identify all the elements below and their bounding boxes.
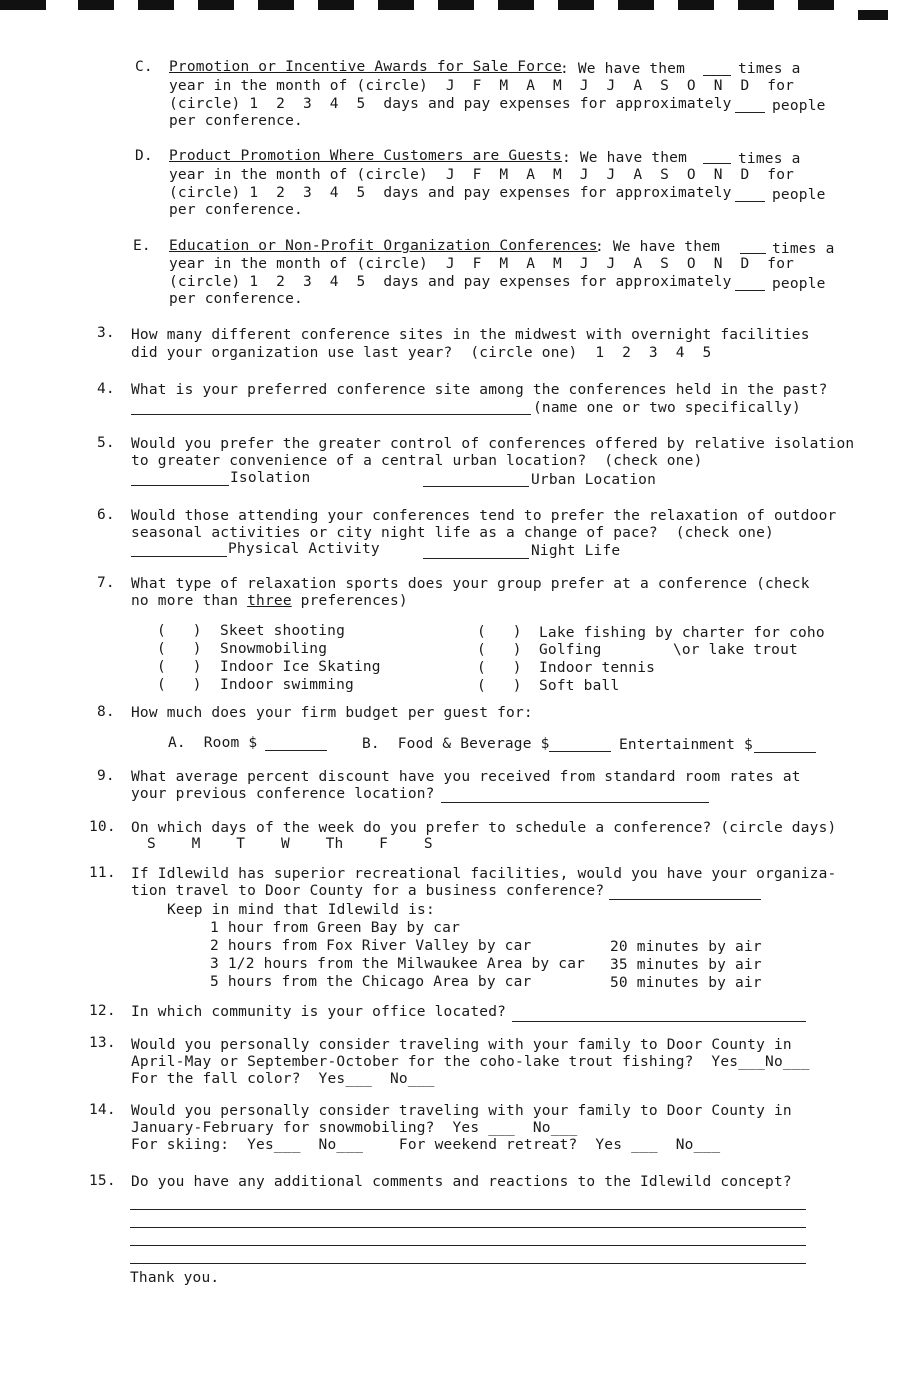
section-c-line3: (circle) 1 2 3 4 5 days and pay expenses for approximately	[169, 96, 732, 112]
question-text: Would those attending your conferences tend to prefer the relaxation of outdoor	[131, 508, 837, 524]
section-c-line4: per conference.	[169, 113, 303, 129]
question-text: What is your preferred conference site among the conferences held in the past?	[131, 382, 828, 398]
question-number: 11.	[89, 865, 116, 881]
section-d-line3: (circle) 1 2 3 4 5 days and pay expenses for approximately	[169, 185, 732, 201]
question-text: your previous conference location?	[131, 786, 435, 802]
section-c-line2: year in the month of (circle) J F M A M J J A S O N D for	[169, 78, 795, 94]
checkbox[interactable]: ( )	[157, 623, 202, 639]
blank-line[interactable]	[735, 201, 765, 202]
option-indoor-tennis: Indoor tennis	[539, 660, 656, 676]
question-text: did your organization use last year? (circle one) 1 2 3 4 5	[131, 345, 712, 361]
distance-milwaukee: 3 1/2 hours from the Milwaukee Area by car	[210, 956, 586, 972]
section-d-label: D.	[135, 148, 153, 164]
thank-you: Thank you.	[130, 1270, 220, 1286]
question-text: tion travel to Door County for a business conference?	[131, 883, 605, 899]
question-number: 15.	[89, 1173, 116, 1189]
distance-chicago: 5 hours from the Chicago Area by car	[210, 974, 532, 990]
option-night-life: Night Life	[531, 543, 621, 559]
section-c-line1: : We have them	[560, 61, 686, 77]
checkbox[interactable]: ( )	[157, 659, 202, 675]
section-c-people: people	[772, 98, 826, 114]
checkbox-line-isolation[interactable]	[131, 485, 229, 486]
question-number: 10.	[89, 819, 116, 835]
question-text: What type of relaxation sports does your group prefer at a conference (check	[131, 576, 810, 592]
section-e-line1: : We have them	[595, 239, 721, 255]
budget-room-label: A. Room $	[168, 735, 258, 751]
section-c-label: C.	[135, 59, 153, 75]
distance-fox-river: 2 hours from Fox River Valley by car	[210, 938, 532, 954]
option-indoor-swimming: Indoor swimming	[220, 677, 354, 693]
question-text: Do you have any additional comments and reactions to the Idlewild concept?	[131, 1174, 792, 1190]
section-c-title: Promotion or Incentive Awards for Sale Force	[169, 59, 562, 75]
question-text: Would you personally consider traveling with your family to Door County in	[131, 1037, 792, 1053]
answer-line[interactable]	[131, 414, 531, 415]
question-number: 6.	[97, 507, 115, 523]
checkbox[interactable]: ( )	[157, 677, 202, 693]
question-text: seasonal activities or city night life as a change of pace? (check one)	[131, 525, 774, 541]
question-number: 9.	[97, 768, 115, 784]
blank-line[interactable]	[740, 253, 766, 254]
comment-line[interactable]	[130, 1209, 806, 1210]
option-physical-activity: Physical Activity	[228, 541, 380, 557]
question-text: January-February for snowmobiling? Yes ___ No___	[131, 1120, 578, 1136]
question-text: How many different conference sites in the midwest with overnight facilities	[131, 327, 810, 343]
checkbox[interactable]: ( )	[157, 641, 202, 657]
checkbox[interactable]: ( )	[477, 642, 522, 658]
days-of-week[interactable]: S M T W Th F S	[147, 836, 433, 852]
question-text: Would you personally consider traveling with your family to Door County in	[131, 1103, 792, 1119]
air-fox-river: 20 minutes by air	[610, 939, 762, 955]
question-number: 3.	[97, 325, 115, 341]
option-indoor-ice-skating: Indoor Ice Skating	[220, 659, 381, 675]
question-number: 8.	[97, 704, 115, 720]
answer-line[interactable]	[441, 802, 709, 803]
air-milwaukee: 35 minutes by air	[610, 957, 762, 973]
question-note: (name one or two specifically)	[533, 400, 801, 416]
option-urban-location: Urban Location	[531, 472, 657, 488]
section-d-line2: year in the month of (circle) J F M A M J J A S O N D for	[169, 167, 795, 183]
answer-line[interactable]	[512, 1021, 806, 1022]
keep-in-mind: Keep in mind that Idlewild is:	[167, 902, 435, 918]
budget-food-label: B. Food & Beverage $	[362, 736, 550, 752]
section-d-times: times a	[738, 151, 801, 167]
distance-green-bay: 1 hour from Green Bay by car	[210, 920, 461, 936]
question-number: 12.	[89, 1003, 116, 1019]
blank-line[interactable]	[735, 112, 765, 113]
section-e-line4: per conference.	[169, 291, 303, 307]
question-text: How much does your firm budget per guest for:	[131, 705, 533, 721]
checkbox[interactable]: ( )	[477, 624, 522, 640]
blank-line[interactable]	[735, 290, 765, 291]
section-e-people: people	[772, 276, 826, 292]
question-text: If Idlewild has superior recreational facilities, would you have your organiza-	[131, 866, 837, 882]
budget-entertainment-label: Entertainment $	[619, 737, 753, 753]
section-d-line1: : We have them	[562, 150, 688, 166]
section-d-people: people	[772, 187, 826, 203]
option-isolation: Isolation	[230, 470, 311, 486]
section-e-times: times a	[772, 241, 835, 257]
checkbox[interactable]: ( )	[477, 660, 522, 676]
blank-line[interactable]	[703, 163, 731, 164]
answer-line[interactable]	[609, 899, 761, 900]
question-text: no more than three preferences)	[131, 593, 408, 609]
comment-line[interactable]	[130, 1245, 806, 1246]
budget-food-field[interactable]	[549, 751, 611, 752]
comment-line[interactable]	[130, 1263, 806, 1264]
section-c-times: times a	[738, 61, 801, 77]
checkbox[interactable]: ( )	[477, 678, 522, 694]
question-text: April-May or September-October for the coho-lake trout fishing? Yes___No___	[131, 1054, 810, 1070]
air-chicago: 50 minutes by air	[610, 975, 762, 991]
section-e-label: E.	[133, 238, 151, 254]
question-number: 13.	[89, 1035, 116, 1051]
section-e-line2: year in the month of (circle) J F M A M J J A S O N D for	[169, 256, 795, 272]
question-text: Would you prefer the greater control of conferences offered by relative isolation	[131, 436, 855, 452]
option-skeet-shooting: Skeet shooting	[220, 623, 346, 639]
question-number: 5.	[97, 435, 115, 451]
budget-room-field[interactable]	[265, 750, 327, 751]
checkbox-line-urban[interactable]	[423, 486, 529, 487]
question-number: 14.	[89, 1102, 116, 1118]
question-number: 7.	[97, 575, 115, 591]
question-text: For the fall color? Yes___ No___	[131, 1071, 435, 1087]
section-e-line3: (circle) 1 2 3 4 5 days and pay expenses for approximately	[169, 274, 732, 290]
section-d-line4: per conference.	[169, 202, 303, 218]
question-text: On which days of the week do you prefer to schedule a conference? (circle days)	[131, 820, 837, 836]
section-e-title: Education or Non-Profit Organization Conferences	[169, 238, 598, 254]
blank-line[interactable]	[703, 75, 731, 76]
question-text: What average percent discount have you received from standard room rates at	[131, 769, 801, 785]
question-number: 4.	[97, 381, 115, 397]
question-text: to greater convenience of a central urban location? (check one)	[131, 453, 703, 469]
checkbox-line-night[interactable]	[423, 558, 529, 559]
option-golfing: Golfing \or lake trout	[539, 642, 798, 658]
checkbox-line-physical[interactable]	[131, 556, 227, 557]
option-lake-fishing: Lake fishing by charter for coho	[539, 625, 825, 641]
question-text: In which community is your office located?	[131, 1004, 507, 1020]
section-d-title: Product Promotion Where Customers are Guests	[169, 148, 562, 164]
budget-entertainment-field[interactable]	[754, 752, 816, 753]
comment-line[interactable]	[130, 1227, 806, 1228]
option-soft-ball: Soft ball	[539, 678, 620, 694]
question-text: For skiing: Yes___ No___ For weekend retreat? Yes ___ No___	[131, 1137, 721, 1153]
option-snowmobiling: Snowmobiling	[220, 641, 328, 657]
